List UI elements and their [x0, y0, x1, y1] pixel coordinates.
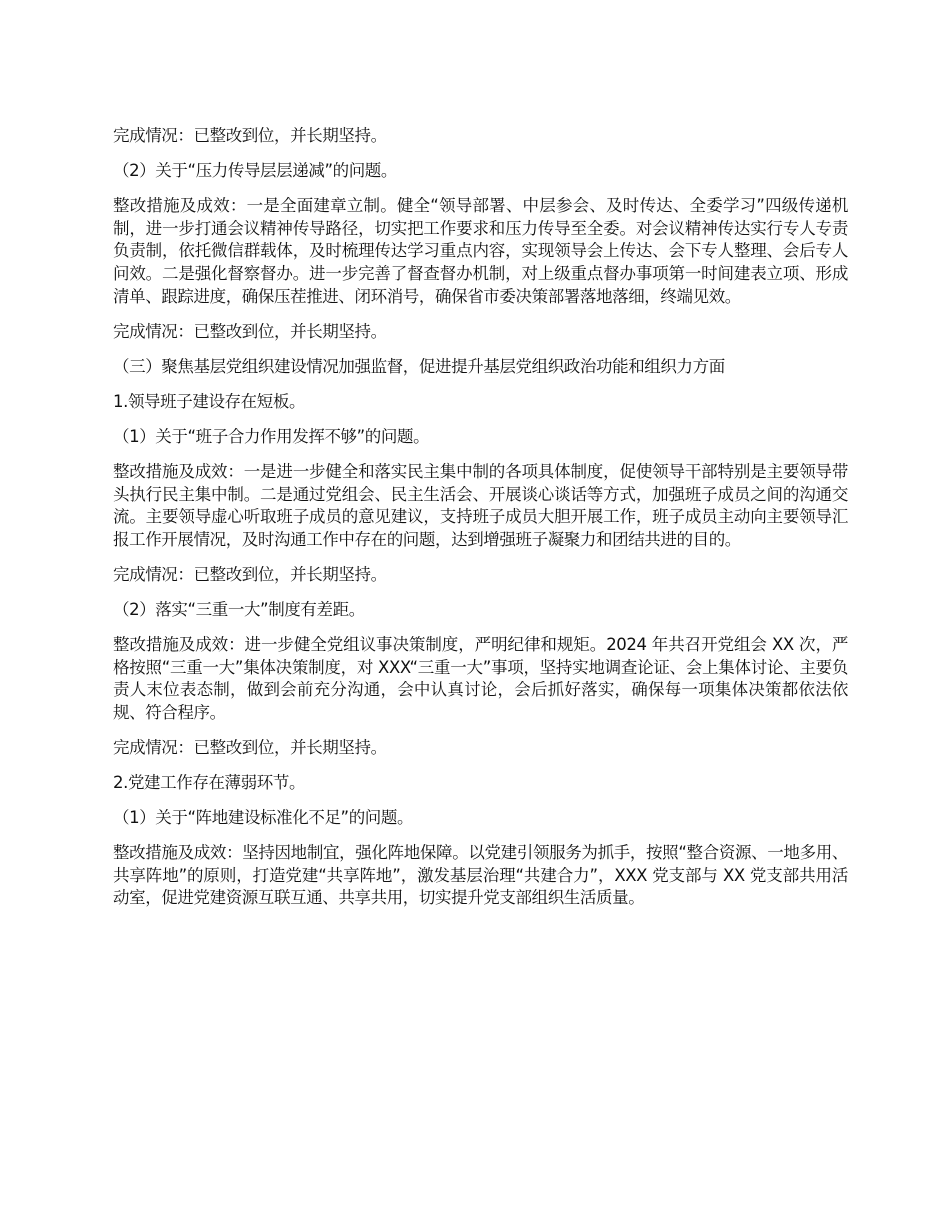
issue-heading: （1）关于“阵地建设标准化不足”的问题。	[113, 808, 414, 828]
section-heading: （三）聚焦基层党组织建设情况加强监督，促进提升基层党组织政治功能和组织力方面	[113, 356, 725, 376]
issue-heading: （1）关于“班子合力作用发挥不够”的问题。	[113, 426, 430, 446]
subsection-heading: 2.党建工作存在薄弱环节。	[113, 773, 306, 793]
issue-heading: （2）关于“压力传导层层递减”的问题。	[113, 161, 397, 181]
document-page	[113, 125, 848, 923]
completion-status: 完成情况：已整改到位，并长期坚持。	[113, 737, 387, 757]
measures-paragraph: 整改措施及成效：进一步健全党组议事决策制度，严明纪律和规矩。2024 年共召开党组会 XX 次，严格按照“三重一大”集体决策制度，对 XXX“三重一大”事项，坚持实地调查论证、会上集体讨论、主要负责人末位表态制，做到会前充分沟通，会中认真讨论，会后抓好落实，确保每一项集体决策都依法依规、符合程序。	[113, 635, 848, 722]
issue-heading: （2）落实“三重一大”制度有差距。	[113, 600, 365, 619]
completion-status: 完成情况：已整改到位，并长期坚持。	[113, 321, 387, 341]
measures-paragraph: 整改措施及成效：坚持因地制宜，强化阵地保障。以党建引领服务为抓手，按照“整合资源、一地多用、共享阵地”的原则，打造党建“共享阵地”，激发基层治理“共建合力”，XXX 党支部与 XX 党支部共用活动室，促进党建资源互联互通、共享共用，切实提升党支部组织生活质量。	[113, 843, 848, 908]
completion-status: 完成情况：已整改到位，并长期坚持。	[113, 564, 387, 584]
measures-paragraph: 整改措施及成效：一是全面建章立制。健全“领导部署、中层参会、及时传达、全委学习”四级传递机制，进一步打通会议精神传导路径，切实把工作要求和压力传导至全委。对会议精神传达实行专人专责负责制，依托微信群载体，及时梳理传达学习重点内容，实现领导会上传达、会下专人整理、会后专人问效。二是强化督察督办。进一步完善了督查督办机制，对上级重点督办事项第一时间建表立项、形成清单、跟踪进度，确保压茬推进、闭环消号，确保省市委决策部署落地落细，终端见效。	[113, 196, 848, 306]
completion-status: 完成情况：已整改到位，并长期坚持。	[113, 126, 387, 145]
subsection-heading: 1.领导班子建设存在短板。	[113, 391, 306, 411]
measures-paragraph: 整改措施及成效：一是进一步健全和落实民主集中制的各项具体制度，促使领导干部特别是主要领导带头执行民主集中制。二是通过党组会、民主生活会、开展谈心谈话等方式，加强班子成员之间的沟通交流。主要领导虚心听取班子成员的意见建议，支持班子成员大胆开展工作，班子成员主动向主要领导汇报工作开展情况，及时沟通工作中存在的问题，达到增强班子凝聚力和团结共进的目的。	[113, 462, 848, 549]
